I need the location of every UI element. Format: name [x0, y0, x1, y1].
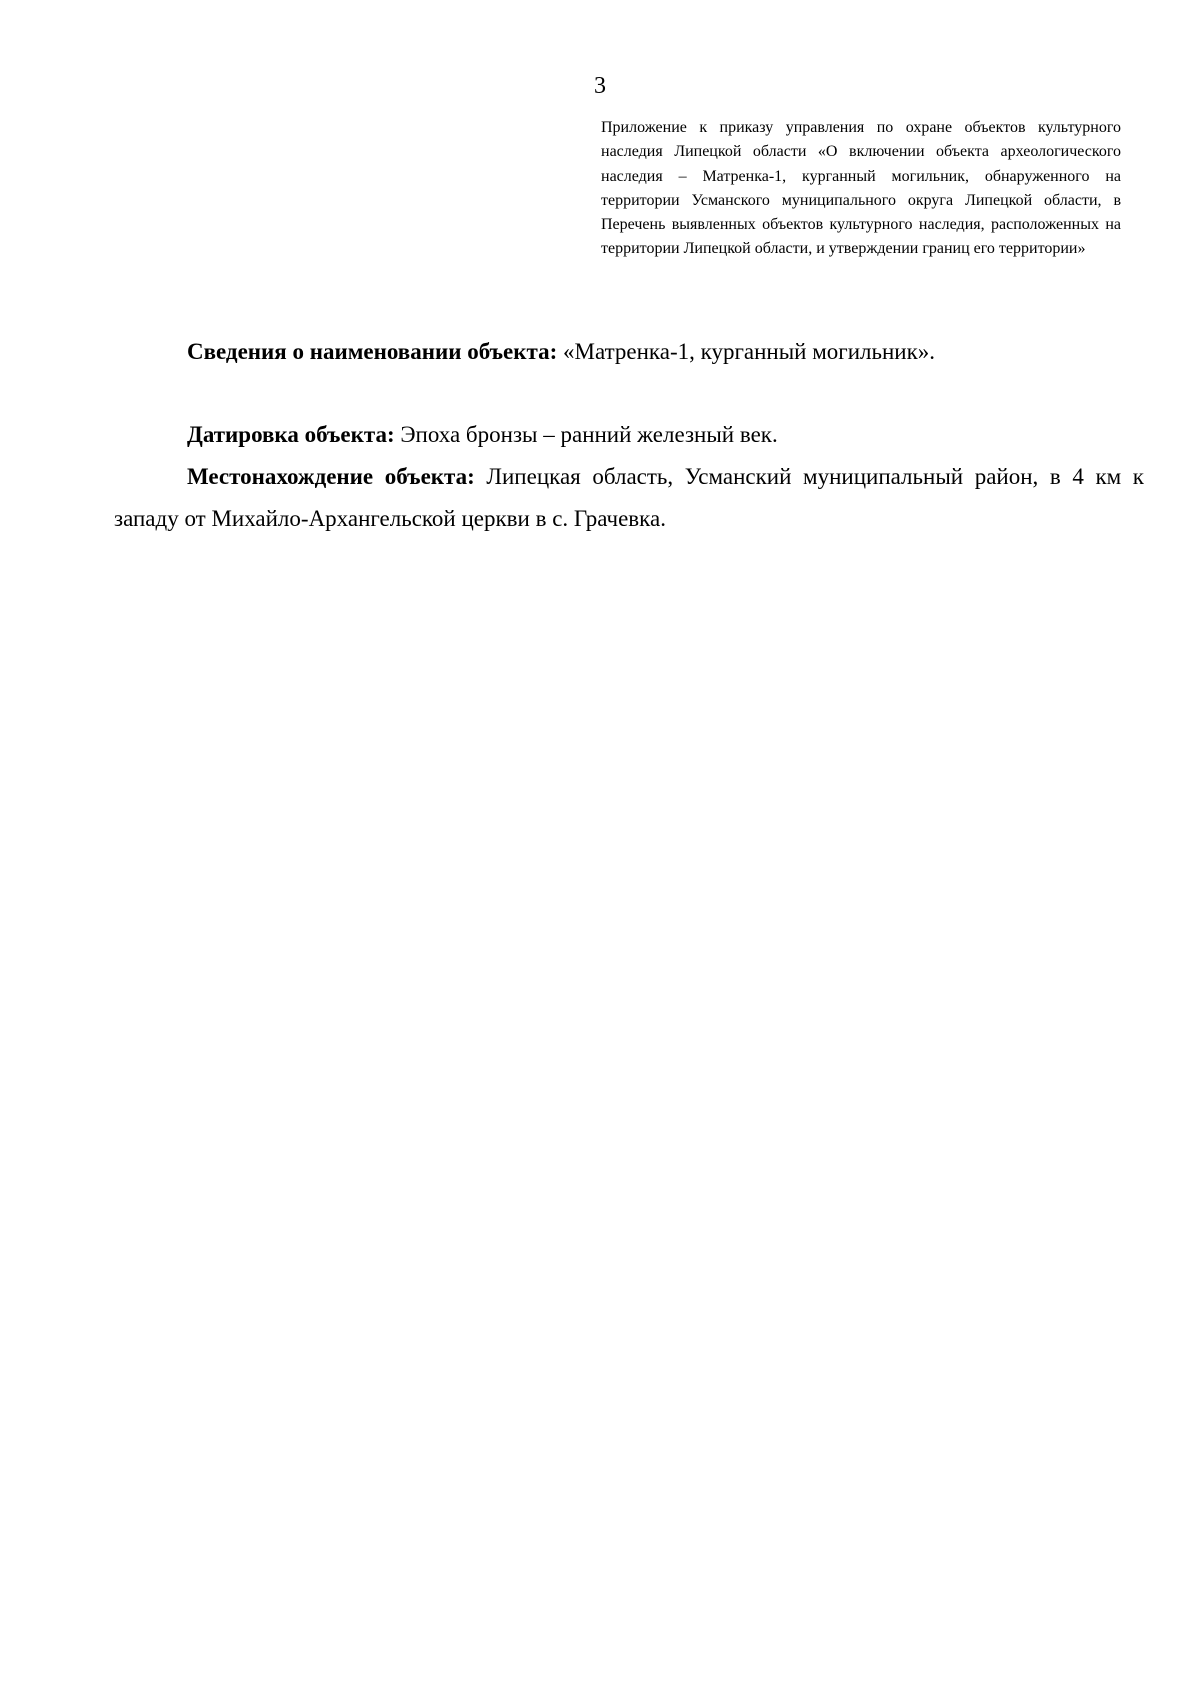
object-name-label: Сведения о наименовании объекта:: [187, 339, 558, 364]
page-number: 3: [594, 73, 606, 99]
object-location-paragraph: [114, 456, 1144, 540]
object-name-value: «Матренка-1, курганный могильник».: [557, 339, 936, 364]
object-dating-paragraph: [114, 414, 1144, 456]
appendix-note: Приложение к приказу управления по охране объектов культурного наследия Липецкой области «О включении объекта археологического наследия – Матренка-1, курганный могильник, обнаруженного на территории Усманского муниципального округа Липецкой области, в Перечень выявленных объектов культурного наследия, расположенных на территории Липецкой области, и утверждении границ его территории»: [601, 119, 1121, 258]
object-dating-label: Датировка объекта:: [187, 422, 395, 447]
object-dating-value: Эпоха бронзы – ранний железный век.: [394, 422, 778, 447]
object-name-paragraph: [114, 331, 1144, 373]
object-location-value: Липецкая область, Усманский муниципальный район, в 4 км к западу от Михайло-Архангельской церкви в с. Грачевка.: [114, 464, 1144, 531]
object-location-label: Местонахождение объекта:: [187, 464, 475, 489]
